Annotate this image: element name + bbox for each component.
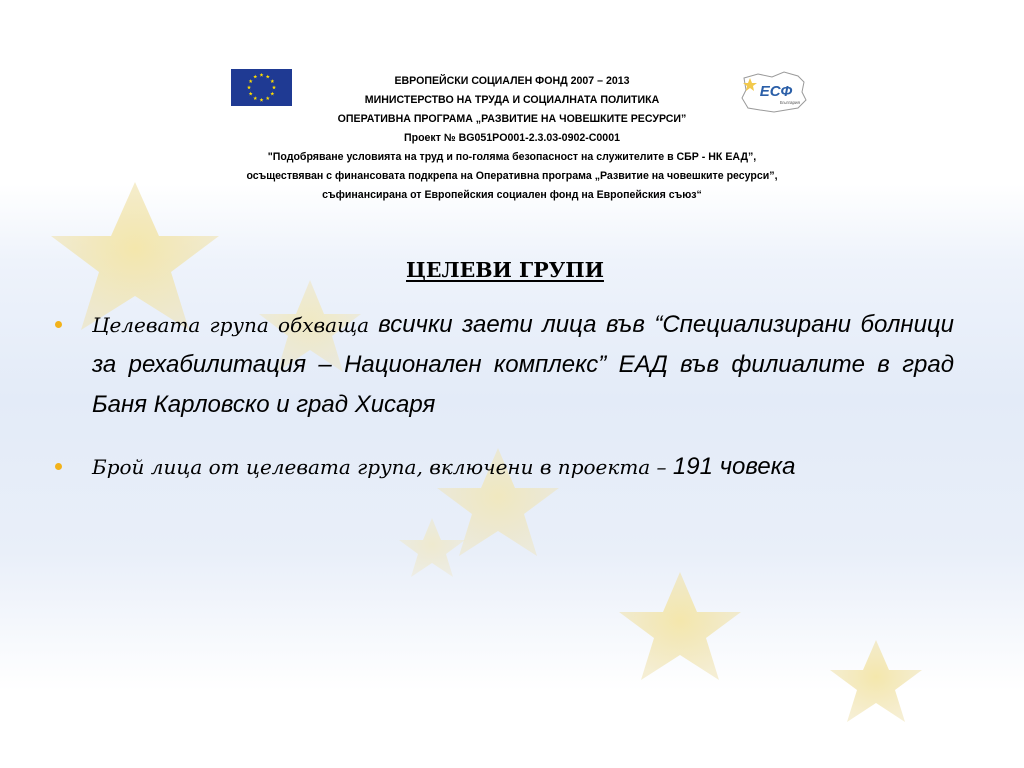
bullet-dot-icon — [55, 321, 62, 328]
people-count-lead: Брой лица от целевата група, включени в проекта – — [92, 455, 673, 479]
esf-logo-text: ЕСФ — [759, 83, 793, 100]
slide-title: ЦЕЛЕВИ ГРУПИ — [406, 258, 604, 282]
target-group-lead: Целевата група обхваща — [92, 313, 379, 337]
bullet-list — [52, 306, 954, 488]
people-count-value: 191 човека — [672, 453, 796, 480]
bullet-dot-icon — [55, 463, 62, 470]
header-line-program: ОПЕРАТИВНА ПРОГРАМА „РАЗВИТИЕ НА ЧОВЕШКИТЕ РЕСУРСИ” — [337, 113, 687, 125]
background-star — [619, 572, 741, 680]
background-star — [399, 518, 465, 577]
header-line-project-name: "Подобряване условията на труд и по-голяма безопасност на служителите в СБР - НК ЕАД”, — [267, 151, 757, 163]
background-star — [830, 640, 922, 722]
list-item-people-count — [52, 448, 954, 488]
header-line-ministry: МИНИСТЕРСТВО НА ТРУДА И СОЦИАЛНАТА ПОЛИТИКА — [364, 94, 660, 106]
header-line-cofinancing: съфинансирана от Европейския социален фонд на Европейския съюз“ — [322, 189, 702, 201]
target-group-text: всички заети лица във “Специализирани болници за рехабилитация – Национален комплекс” ЕАД във филиалите в град Баня Карловско и град Хисаря — [92, 311, 954, 418]
header-line-fund: ЕВРОПЕЙСКИ СОЦИАЛЕН ФОНД 2007 – 2013 — [394, 75, 630, 87]
project-header — [0, 72, 1024, 205]
header-line-financing: осъществяван с финансовата подкрепа на Оперативна програма „Развитие на човешките ресурси”, — [246, 170, 778, 182]
header-line-project-number: Проект № BG051PO001-2.3.03-0902-C0001 — [403, 132, 620, 144]
list-item-target-group — [52, 306, 954, 426]
esf-logo-subtext: България — [780, 100, 800, 105]
